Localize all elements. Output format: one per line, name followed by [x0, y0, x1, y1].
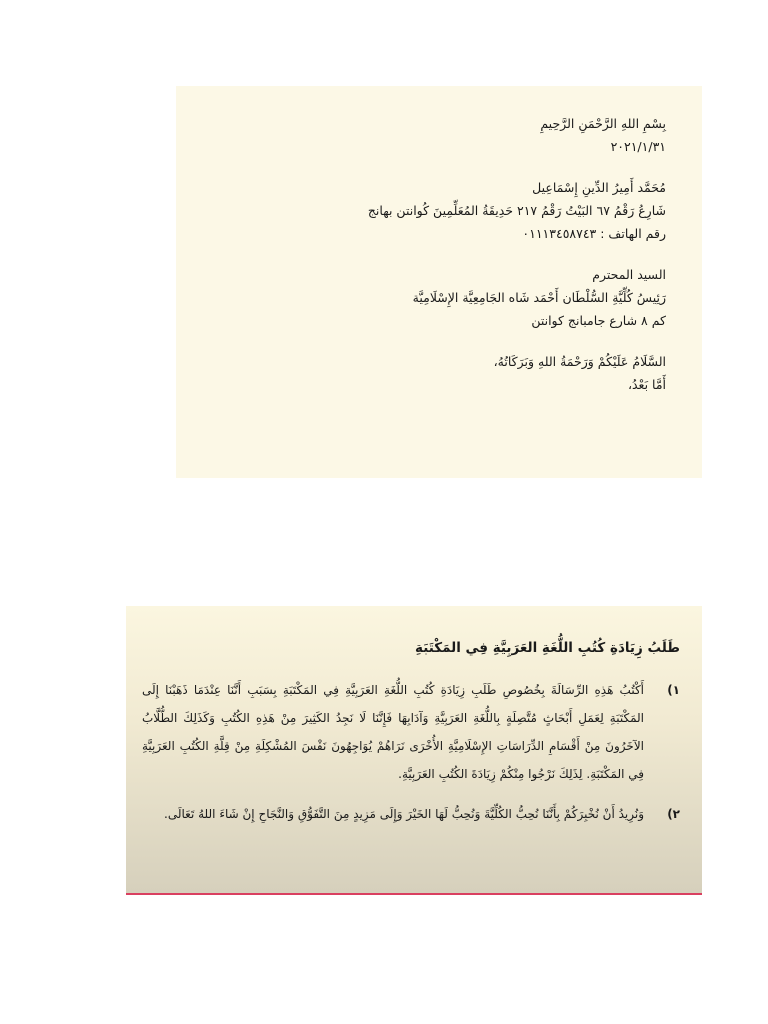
letter-paragraph [142, 800, 680, 828]
letter-date: ٢٠٢١/١/٣١ [610, 139, 666, 154]
recipient-address: كم ٨ شارع جامبانج كوانتن [531, 313, 666, 328]
paragraph-number: ١) [667, 683, 680, 697]
sender-name: مُحَمَّد أَمِيرُ الدِّينِ إِسْمَاعِيل [532, 180, 666, 195]
greeting: السَّلَامُ عَلَيْكُمْ وَرَحْمَةُ اللهِ وَبَرَكَاتُهُ، [493, 354, 666, 369]
paragraph-text: أَكْتُبُ هَذِهِ الرِّسَالَةَ بِخُصُوصِ طَلَبِ زِيَادَةِ كُتُبِ اللُّغَةِ العَرَبِيَّةِ فِي المَكْتَبَةِ بِسَبَبِ أَنَّنَا عِنْدَمَا ذَهَبْنَا إِلَى المَكْتَبَةِ لِعَمَلِ أَبْحَاثٍ مُتَّصِلَةٍ بِاللُّغَةِ العَرَبِيَّةِ وَآدَابِهَا فَإِنَّنَا لَا نَجِدُ الكَثِيرَ مِنْ هَذِهِ الكُتُبِ وَكَذَلِكَ الطُّلَّابُ الآخَرُونَ مِنْ أَقْسَامِ الدِّرَاسَاتِ الإِسْلَامِيَّةِ الأُخْرَى نَرَاهُمْ يُوَاجِهُونَ نَفْسَ المُشْكِلَةِ مِنْ قِلَّةِ الكُتُبِ العَرَبِيَّةِ فِي المَكْتَبَةِ. لِذَلِكَ نَرْجُوا مِنْكُمْ زِيَادَةَ الكُتُبِ العَرَبِيَّةِ. [142, 683, 644, 781]
paragraph-text: وَنُرِيدُ أَنْ نُخْبِرَكُمْ بِأَنَّنَا نُحِبُّ الكُلِّيَّةَ وَنُحِبُّ لَهَا الخَيْرَ وَإِلَى مَزِيدٍ مِنَ التَّفَوُّقِ وَالنَّجَاحِ إِنْ شَاءَ اللهُ تَعَالَى. [164, 807, 644, 821]
basmala: بِسْمِ اللهِ الرَّحْمَنِ الرَّحِيمِ [540, 116, 666, 131]
recipient-title: السيد المحترم [592, 267, 666, 282]
letter-paragraph [142, 676, 680, 788]
letter-header-section [176, 86, 702, 478]
opening-phrase: أَمَّا بَعْدُ، [627, 377, 666, 392]
letter-body-section [126, 606, 702, 895]
paragraph-number: ٢) [667, 807, 680, 821]
recipient-role: رَئِيسُ كُلِّيَّةِ السُّلْطَان أَحْمَد شَاه الجَامِعِيَّة الإِسْلَامِيَّة [412, 290, 666, 305]
sender-address: شَارِعُ رَقْمُ ٦٧ البَيْتُ رَقْمُ ٢١٧ حَدِيقَةُ المُعَلِّمِينَ كُوانتن بهانج [367, 203, 666, 218]
letter-subject: طَلَبُ زِيَادَةِ كُتُبِ اللُّغَةِ العَرَبِيَّةِ فِي المَكْتَبَةِ [415, 640, 680, 656]
sender-phone: رقم الهاتف : ٠١١١٣٤٥٨٧٤٣ [522, 226, 666, 241]
